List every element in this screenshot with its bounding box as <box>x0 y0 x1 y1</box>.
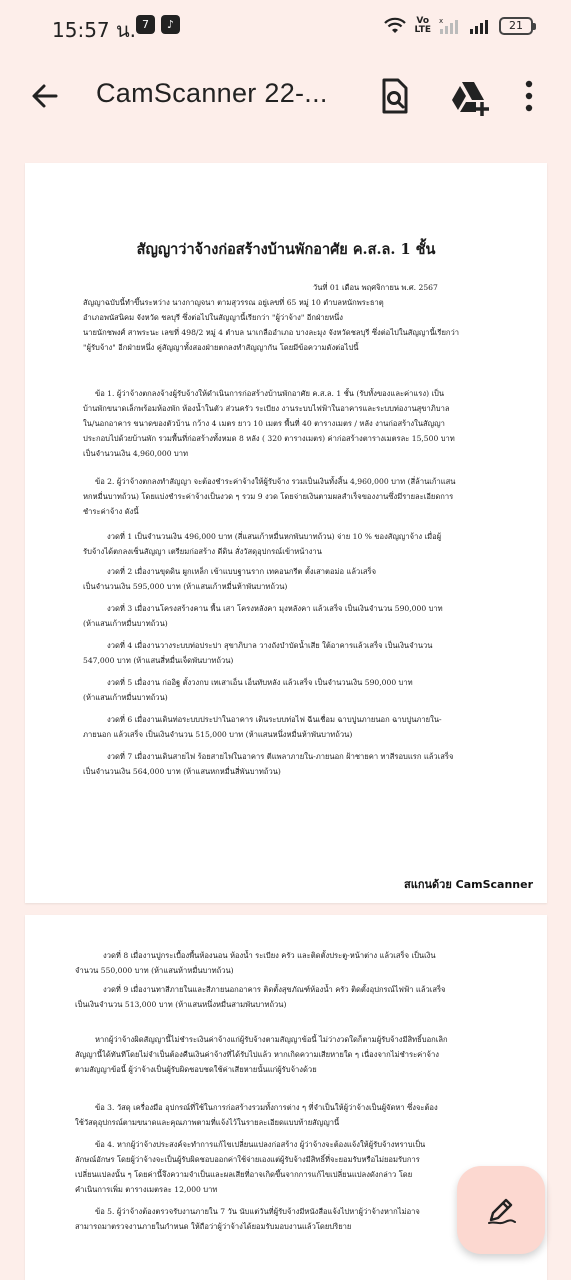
page2-line: ลักษณ์อักษร โดยผู้ว่าจ้างจะเป็นผู้รับผิดชอบออกค่าใช้จ่ายเองแต่ผู้รับจ้างมีสิทธิ์ที่จะยอมรับหรือไม่ยอมรับการ <box>75 1155 420 1164</box>
page2-line: ข้อ 4. หากผู้ว่าจ้างประสงค์จะทำการแก้ไขเปลี่ยนแปลงก่อสร้าง ผู้ว่าจ้างจะต้องแจ้งให้ผู้รับจ้างทราบเป็น <box>95 1140 426 1149</box>
page1-line: "ผู้รับจ้าง" อีกฝ่ายหนึ่ง คู่สัญญาทั้งสองฝ่ายตกลงทำสัญญากัน โดยมีข้อความดังต่อไปนี้ <box>83 343 359 352</box>
page1-line: ข้อ 2. ผู้ว่าจ้างตกลงทำสัญญา จะต้องชำระค่าจ้างให้ผู้รับจ้าง รวมเป็นเงินทั้งสิ้น 4,960,000 บาท (สี่ล้านเก้าแสน <box>95 477 456 486</box>
document-title: CamScanner 22-... <box>96 78 328 108</box>
add-to-drive-button[interactable] <box>448 74 492 118</box>
signal-sim1-icon <box>439 17 461 35</box>
back-button[interactable] <box>26 76 66 116</box>
notification-app-icon: 7 <box>136 15 155 34</box>
page2-line: ตามสัญญาข้อนี้ ผู้ว่าจ้างเป็นผู้รับผิดชอบชดใช้ค่าเสียหายนั้นแก่ผู้รับจ้างด้วย <box>75 1065 317 1074</box>
page1-line: สัญญาฉบับนี้ทำขึ้นระหว่าง นางกาญจนา ตามสุวรรณ อยู่เลขที่ 65 หมู่ 10 ตำบลหนักพระธาตุ <box>83 298 384 307</box>
contract-title: สัญญาว่าจ้างก่อสร้างบ้านพักอาศัย ค.ส.ล. 1 ชั้น <box>136 241 436 258</box>
volte-icon: Vo LTE <box>414 16 431 35</box>
document-search-button[interactable] <box>372 74 416 118</box>
page1-line: งวดที่ 3 เมื่องานโครงสร้างคาน พื้น เสา โครงหลังคา มุงหลังคา แล้วเสร็จ เป็นเงินจำนวน 590,000 บาท <box>107 604 443 613</box>
page1-line: รับจ้างได้ตกลงเซ็นสัญญา เตรียมก่อสร้าง ดีดิน สั่งวัสดุอุปกรณ์เข้าหน้างาน <box>83 547 322 556</box>
page1-line: งวดที่ 4 เมื่องานวางระบบท่อประปา สุขาภิบาล วางถังบำบัดน้ำเสีย ใต้อาคารแล้วเสร็จ เป็นเงินจำนวน <box>107 641 433 650</box>
page1-line: วันที่ 01 เดือน พฤศจิกายน พ.ศ. 2567 <box>313 283 438 292</box>
camscanner-watermark: สแกนด้วย CamScanner <box>404 878 533 891</box>
signal-sim2-icon <box>469 17 491 35</box>
edit-pen-icon <box>485 1194 517 1226</box>
page1-line: งวดที่ 6 เมื่องานเดินท่อระบบประปาในอาคาร เดินระบบท่อไฟ ฉีนเชื่อม ฉาบปูนภายนอก ฉาบปูนภายใน- <box>107 715 442 724</box>
page1-line: อำเภอพนัสนิคม จังหวัด ชลบุรี ซึ่งต่อไปในสัญญานี้เรียกว่า "ผู้ว่าจ้าง" อีกฝ่ายหนึ่ง <box>83 313 344 322</box>
page1-line: (ห้าแสนเก้าหมื่นบาทถ้วน) <box>83 693 168 702</box>
page2-line: ข้อ 3. วัสดุ เครื่องมือ อุปกรณ์ที่ใช้ในการก่อสร้างรวมทั้งการต่าง ๆ ที่จำเป็นให้ผู้ว่าจ้างเป็นผู้จัดหา ซึ่งจะต้อง <box>95 1103 438 1112</box>
page2-line: งวดที่ 9 เมื่องานทาสีภายในและสีภายนอกอาคาร ติดตั้งสุขภัณฑ์ห้องน้ำ ครัว ติดตั้งอุปกรณ์ไฟฟ้า แล้วเสร็จ <box>103 985 446 994</box>
page2-line: งวดที่ 8 เมื่องานปูกระเบื้องพื้นห้องนอน ห้องน้ำ ระเบียง ครัว และติดตั้งประตู-หน้าต่าง แล้วเสร็จ เป็นเงิน <box>103 951 436 960</box>
page1-line: ใน/นอกอาคาร ขนาดของตัวบ้าน กว้าง 4 เมตร ยาว 10 เมตร พื้นที่ 40 ตารางเมตร / หลัง งานก่อสร้างในสัญญา <box>83 419 445 428</box>
page1-line: 547,000 บาท (ห้าแสนสี่หมื่นเจ็ดพันบาทถ้วน) <box>83 656 234 665</box>
page1-line: งวดที่ 1 เป็นจำนวนเงิน 496,000 บาท (สี่แสนเก้าหมื่นหกพันบาทถ้วน) จ่าย 10 % ของสัญญาจ้าง เมื่อผู้ <box>107 532 442 541</box>
page1-line: (ห้าแสนเก้าหมื่นบาทถ้วน) <box>83 619 168 628</box>
drive-add-icon <box>448 74 492 118</box>
wifi-icon <box>384 17 406 35</box>
page2-line: สัญญานี้ได้ทันทีโดยไม่จำเป็นต้องคืนเงินค่าจ้างที่ได้รับไปแล้ว หากเกิดความเสียหายใด ๆ เนื่องจากไม่ชำระค่าจ้าง <box>75 1050 439 1059</box>
app-bar <box>0 52 571 142</box>
tiktok-icon: ♪ <box>161 15 180 34</box>
page2-line: จำนวน 550,000 บาท (ห้าแสนห้าหมื่นบาทถ้วน) <box>75 966 234 975</box>
page1-line: หกหมื่นบาทถ้วน) โดยแบ่งชำระค่าจ้างเป็นงวด ๆ รวม 9 งวด โดยจ่ายเงินตามผลสำเร็จของงานซึ่งมีรายละเอียดการ <box>83 492 454 501</box>
page2-line: เปลี่ยนแปลงนั้น ๆ โดยค่านี้จึงความจำเป็นและผลเสียที่อาจเกิดขึ้นจากการแก้ไขเปลี่ยนแปลงดังกล่าว โดย <box>75 1170 413 1179</box>
status-time: 15:57 น. <box>52 18 137 42</box>
svg-text:x: x <box>439 17 444 25</box>
document-page-1[interactable] <box>25 163 547 903</box>
page1-line: งวดที่ 5 เมื่องาน ก่ออิฐ ตั้งวงกบ เทเสาเอ็น เอ็นทับหลัง แล้วเสร็จ เป็นจำนวนเงิน 590,000 บาท <box>107 678 413 687</box>
edit-fab-button[interactable] <box>457 1166 545 1254</box>
battery-icon: 21 <box>499 17 533 35</box>
more-vert-icon <box>514 74 544 118</box>
page1-line: เป็นจำนวนเงิน 595,000 บาท (ห้าแสนเก้าหมื่นห้าพันบาทถ้วน) <box>83 582 288 591</box>
page1-line: งวดที่ 2 เมื่องานขุดดิน ผูกเหล็ก เข้าแบบฐานราก เทคอนกรีต ตั้งเสาตอม่อ แล้วเสร็จ <box>107 567 377 576</box>
page2-line: ใช้วัสดุอุปกรณ์ตามขนาดและคุณภาพตามที่แจ้งไว้ในรายละเอียดแบบท้ายสัญญานี้ <box>75 1118 340 1127</box>
page1-line: ชำระค่าจ้าง ดังนี้ <box>83 507 139 516</box>
page1-line: เป็นจำนวนเงิน 564,000 บาท (ห้าแสนหกหมื่นสี่พันบาทถ้วน) <box>83 767 281 776</box>
page2-line: เป็นเงินจำนวน 513,000 บาท (ห้าแสนหนึ่งหมื่นสามพันบาทถ้วน) <box>75 1000 287 1009</box>
page2-line: สามารถมาตรวจงานภายในกำหนด ให้ถือว่าผู้ว่าจ้างได้ยอมรับมอบงานแล้วโดยปริยาย <box>75 1222 352 1231</box>
more-options-button[interactable] <box>514 74 544 118</box>
arrow-back-icon <box>26 76 66 116</box>
page1-line: นายนักชพงศ์ สาพระนะ เลขที่ 498/2 หมู่ 4 ตำบล นาเกลืออำเภอ บางละมุง จังหวัดชลบุรี ซึ่งต่อไปในสัญญานี้เรียกว่า <box>83 328 460 337</box>
status-indicators <box>384 14 533 38</box>
page1-line: ภายนอก แล้วเสร็จ เป็นเงินจำนวน 515,000 บาท (ห้าแสนหนึ่งหมื่นห้าพันบาทถ้วน) <box>83 730 353 739</box>
page1-line: ข้อ 1. ผู้ว่าจ้างตกลงจ้างผู้รับจ้างให้ดำเนินการก่อสร้างบ้านพักอาศัย ค.ส.ล. 1 ชั้น (รับทั้งของและค่าแรง) เป็น <box>95 389 445 398</box>
page2-line: หากผู้ว่าจ้างผิดสัญญานี้ไม่ชำระเงินค่าจ้างแก่ผู้รับจ้างตามสัญญาข้อนี้ ไม่ว่างวดใดก็ตามผู้รับจ้างมีสิทธิ์บอกเลิก <box>95 1035 448 1044</box>
status-bar <box>0 0 571 52</box>
page2-line: คำเนินการเพิ่ม ตารางเมตรละ 12,000 บาท <box>75 1185 218 1194</box>
page1-line: งวดที่ 7 เมื่องานเดินสายไฟ ร้อยสายไฟในอาคาร ตีแพลาภายใน-ภายนอก ฝ้าชายคา ทาสีรอบแรก แล้วเสร็จ <box>107 752 454 761</box>
page1-line: ประกอบไปด้วยบ้านพัก รวมพื้นที่ก่อสร้างทั้งหมด 8 หลัง ( 320 ตารางเมตร) ค่าก่อสร้างตารางเมตรละ 15,500 บาท <box>83 434 455 443</box>
page1-line: บ้านพักขนาดเล็กพร้อมห้องพัก ห้องน้ำในตัว ส่วนครัว ระเบียง งานระบบไฟฟ้าในอาคารและระบบท่องานสุขาภิบาล <box>83 404 450 413</box>
document-search-icon <box>372 74 416 118</box>
page1-line: เป็นจำนวนเงิน 4,960,000 บาท <box>83 449 189 458</box>
page2-line: ข้อ 5. ผู้ว่าจ้างต้องตรวจรับงานภายใน 7 วัน นับแต่วันที่ผู้รับจ้างมีหนังสือแจ้งไปหาผู้ว่าจ้างหากไม่อาจ <box>95 1207 420 1216</box>
